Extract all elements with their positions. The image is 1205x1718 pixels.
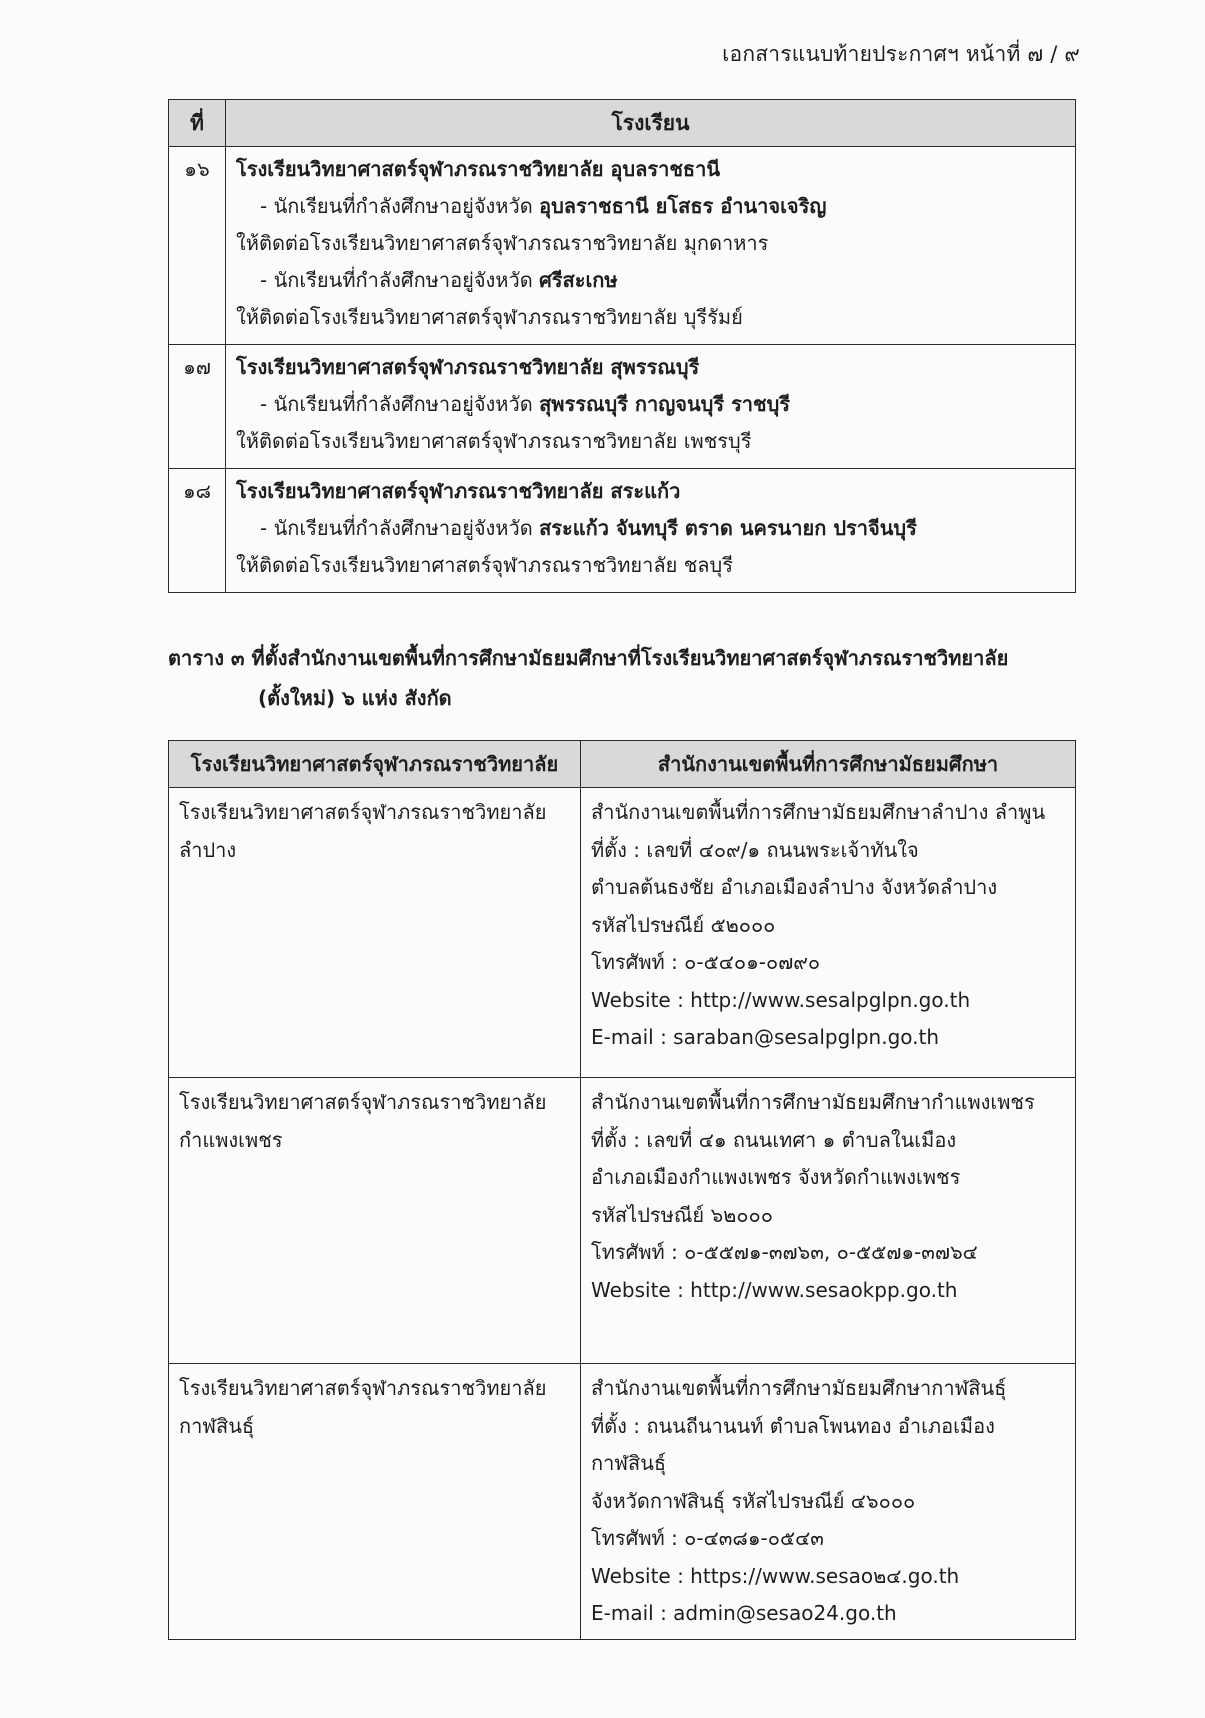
table-row bbox=[169, 1364, 1076, 1640]
column-header-no: ที่ bbox=[169, 100, 226, 147]
caption-line-1: ตาราง ๓ ที่ตั้งสำนักงานเขตพื้นที่การศึกษามัธยมศึกษาที่โรงเรียนวิทยาศาสตร์จุฬาภรณราชวิทยาลัย bbox=[168, 646, 1009, 670]
office-name: สำนักงานเขตพื้นที่การศึกษามัธยมศึกษากาฬสินธุ์ bbox=[591, 1376, 1007, 1400]
school-contact-table bbox=[168, 99, 1076, 593]
row-number: ๑๖ bbox=[169, 147, 226, 345]
office-address: ที่ตั้ง : เลขที่ ๔๑ ถนนเทศา ๑ ตำบลในเมือง bbox=[591, 1127, 957, 1152]
office-address: ที่ตั้ง : เลขที่ ๔๐๙/๑ ถนนพระเจ้าทันใจ bbox=[591, 837, 919, 862]
row-number: ๑๘ bbox=[169, 469, 226, 593]
office-name: สำนักงานเขตพื้นที่การศึกษามัธยมศึกษากำแพงเพชร bbox=[591, 1090, 1035, 1114]
office-cell bbox=[581, 788, 1076, 1078]
school-cell bbox=[169, 788, 581, 1078]
school-location: กำแพงเพชร bbox=[179, 1127, 283, 1152]
table-header-row bbox=[169, 741, 1076, 788]
office-phone: โทรศัพท์ : ๐-๔๓๘๑-๐๕๔๓ bbox=[591, 1526, 824, 1550]
line-prefix: - นักเรียนที่กำลังศึกษาอยู่จังหวัด bbox=[260, 194, 540, 218]
row-number: ๑๗ bbox=[169, 345, 226, 469]
province-list: อุบลราชธานี ยโสธร อำนาจเจริญ bbox=[539, 194, 827, 218]
office-address: อำเภอเมืองกำแพงเพชร จังหวัดกำแพงเพชร bbox=[591, 1165, 961, 1189]
contact-line: ให้ติดต่อโรงเรียนวิทยาศาสตร์จุฬาภรณราชวิทยาลัย มุกดาหาร bbox=[236, 231, 769, 255]
school-title: โรงเรียนวิทยาศาสตร์จุฬาภรณราชวิทยาลัย สระแก้ว bbox=[236, 479, 681, 503]
student-province-line bbox=[236, 386, 1075, 423]
caption-line-2: (ตั้งใหม่) ๖ แห่ง สังกัด bbox=[258, 686, 452, 710]
table-row bbox=[169, 345, 1076, 469]
office-postcode: รหัสไปรษณีย์ ๕๒๐๐๐ bbox=[591, 912, 776, 937]
table-row bbox=[169, 147, 1076, 345]
office-name: สำนักงานเขตพื้นที่การศึกษามัธยมศึกษาลำปาง ลำพูน bbox=[591, 800, 1046, 824]
school-title: โรงเรียนวิทยาศาสตร์จุฬาภรณราชวิทยาลัย สุพรรณบุรี bbox=[236, 355, 700, 379]
line-prefix: - นักเรียนที่กำลังศึกษาอยู่จังหวัด bbox=[260, 268, 540, 292]
table-row bbox=[169, 469, 1076, 593]
office-address: ตำบลต้นธงชัย อำเภอเมืองลำปาง จังหวัดลำปาง bbox=[591, 875, 998, 899]
student-province-line bbox=[236, 188, 1075, 225]
table-row bbox=[169, 1078, 1076, 1364]
office-phone: โทรศัพท์ : ๐-๕๕๗๑-๓๗๖๓, ๐-๕๕๗๑-๓๗๖๔ bbox=[591, 1240, 978, 1264]
contact-line: ให้ติดต่อโรงเรียนวิทยาศาสตร์จุฬาภรณราชวิทยาลัย ชลบุรี bbox=[236, 553, 733, 577]
office-address: จังหวัดกาฬสินธุ์ รหัสไปรษณีย์ ๔๖๐๐๐ bbox=[591, 1488, 916, 1513]
row-content bbox=[226, 345, 1076, 469]
table-caption bbox=[168, 638, 1088, 718]
school-cell bbox=[169, 1078, 581, 1364]
column-header-school: โรงเรียนวิทยาศาสตร์จุฬาภรณราชวิทยาลัย bbox=[169, 741, 581, 788]
office-email: E-mail : saraban@sesalpglpn.go.th bbox=[591, 1025, 940, 1049]
school-name: โรงเรียนวิทยาศาสตร์จุฬาภรณราชวิทยาลัย bbox=[179, 1376, 547, 1400]
school-name: โรงเรียนวิทยาศาสตร์จุฬาภรณราชวิทยาลัย bbox=[179, 1090, 547, 1114]
province-list: สุพรรณบุรี กาญจนบุรี ราชบุรี bbox=[539, 392, 791, 416]
row-content bbox=[226, 147, 1076, 345]
contact-line: ให้ติดต่อโรงเรียนวิทยาศาสตร์จุฬาภรณราชวิทยาลัย บุรีรัมย์ bbox=[236, 305, 743, 329]
school-name: โรงเรียนวิทยาศาสตร์จุฬาภรณราชวิทยาลัย bbox=[179, 800, 547, 824]
office-website: Website : https://www.sesao๒๔.go.th bbox=[591, 1563, 960, 1588]
office-cell bbox=[581, 1364, 1076, 1640]
table-row bbox=[169, 788, 1076, 1078]
province-list: ศรีสะเกษ bbox=[539, 268, 618, 292]
office-address: ที่ตั้ง : ถนนถีนานนท์ ตำบลโพนทอง อำเภอเมืองกาฬสินธุ์ bbox=[591, 1413, 995, 1475]
column-header-office: สำนักงานเขตพื้นที่การศึกษามัธยมศึกษา bbox=[581, 741, 1076, 788]
school-title: โรงเรียนวิทยาศาสตร์จุฬาภรณราชวิทยาลัย อุบลราชธานี bbox=[236, 157, 721, 181]
education-office-table bbox=[168, 740, 1076, 1640]
school-cell bbox=[169, 1364, 581, 1640]
table-header-row bbox=[169, 100, 1076, 147]
page-header: เอกสารแนบท้ายประกาศฯ หน้าที่ ๗ / ๙ bbox=[722, 42, 1080, 66]
school-location: กาฬสินธุ์ bbox=[179, 1413, 255, 1438]
line-prefix: - นักเรียนที่กำลังศึกษาอยู่จังหวัด bbox=[260, 516, 540, 540]
column-header-school: โรงเรียน bbox=[226, 100, 1076, 147]
office-website: Website : http://www.sesalpglpn.go.th bbox=[591, 987, 971, 1012]
row-content bbox=[226, 469, 1076, 593]
office-phone: โทรศัพท์ : ๐-๕๔๐๑-๐๗๙๐ bbox=[591, 950, 821, 974]
office-website: Website : http://www.sesaokpp.go.th bbox=[591, 1277, 958, 1302]
province-list: สระแก้ว จันทบุรี ตราด นครนายก ปราจีนบุรี bbox=[539, 516, 917, 540]
student-province-line bbox=[236, 262, 1075, 299]
student-province-line bbox=[236, 510, 1075, 547]
office-postcode: รหัสไปรษณีย์ ๖๒๐๐๐ bbox=[591, 1202, 773, 1227]
office-cell bbox=[581, 1078, 1076, 1364]
school-location: ลำปาง bbox=[179, 837, 237, 862]
contact-line: ให้ติดต่อโรงเรียนวิทยาศาสตร์จุฬาภรณราชวิทยาลัย เพชรบุรี bbox=[236, 429, 752, 453]
office-email: E-mail : admin@sesao24.go.th bbox=[591, 1601, 897, 1625]
line-prefix: - นักเรียนที่กำลังศึกษาอยู่จังหวัด bbox=[260, 392, 540, 416]
